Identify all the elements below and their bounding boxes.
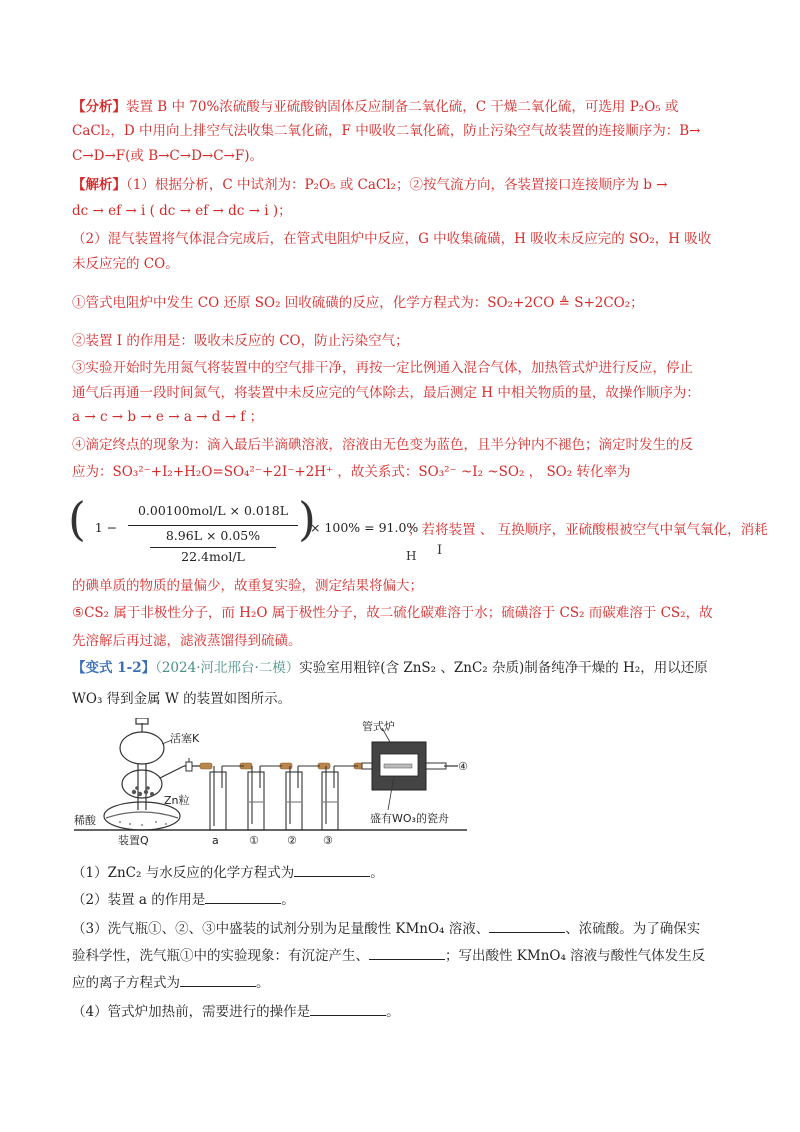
q2-answer-blank[interactable] bbox=[205, 889, 281, 904]
zinc-granules bbox=[132, 786, 154, 796]
solution-line-6: ②装置 I 的作用是：吸收未反应的 CO，防止污染空气； bbox=[72, 333, 409, 349]
marker-i: I bbox=[437, 543, 443, 558]
question-3-line-1 bbox=[72, 918, 700, 940]
label-bottle-2: ② bbox=[287, 834, 297, 847]
question-3-line-3 bbox=[72, 972, 270, 994]
wash-bottle-a bbox=[210, 766, 244, 830]
acid-dots bbox=[119, 821, 167, 826]
q3-phenomenon-blank[interactable] bbox=[369, 945, 445, 960]
solution-tag: 【解析】 bbox=[72, 177, 126, 193]
fraction-main-bar bbox=[128, 525, 298, 526]
q3-line1-prefix: （3）洗气瓶①、②、③中盛装的试剂分别为足量酸性 KMnO₄ 溶液、 bbox=[72, 921, 490, 937]
q4-answer-blank[interactable] bbox=[310, 1001, 386, 1016]
solution-line-11: 应为：SO₃²⁻+I₂+H₂O=SO₄²⁻+2I⁻+2H⁺ ，故关系式：SO₃²⁻ ~I₂ ~SO₂ ， SO₂ 转化率为 bbox=[72, 464, 631, 480]
fraction-inner-bar bbox=[150, 547, 276, 548]
kipp-top-bulb bbox=[120, 732, 164, 764]
porcelain-boat bbox=[384, 764, 412, 768]
q3-reagent-blank[interactable] bbox=[489, 918, 565, 933]
variant-text-1: 实验室用粗锌(含 ZnS₂ 、ZnC₂ 杂质)制备纯净干燥的 H₂，用以还原 bbox=[299, 660, 708, 676]
question-4 bbox=[72, 1001, 400, 1023]
analysis-line-3: C→D→F(或 B→C→D→C→F)。 bbox=[72, 148, 263, 164]
fraction-inner-numerator: 8.96L × 0.05% bbox=[165, 528, 261, 543]
solution-line-5: ①管式电阻炉中发生 CO 还原 SO₂ 回收硫磺的反应，化学方程式为：SO₂+2CO ≜ S+2CO₂； bbox=[72, 295, 644, 311]
marker-h: H bbox=[406, 549, 417, 563]
solution-line-2: dc → ef → i ( dc → ef → dc → i )； bbox=[72, 203, 292, 219]
q2-suffix: 。 bbox=[281, 892, 295, 908]
label-zn-granule: Zn粒 bbox=[164, 794, 190, 807]
label-tube-furnace: 管式炉 bbox=[362, 720, 395, 733]
q1-answer-blank[interactable] bbox=[294, 862, 370, 877]
analysis-text-1: 装置 B 中 70%浓硫酸与亚硫酸钠固体反应制备二氧化硫，C 干燥二氧化硫，可选用 P₂O₅ 或 bbox=[126, 99, 679, 115]
q2-prefix: （2）装置 a 的作用是 bbox=[72, 892, 206, 908]
right-paren: ) bbox=[298, 492, 316, 546]
solution-text-1: （1）根据分析，C 中试剂为：P₂O₅ 或 CaCl₂；②按气流方向，各装置接口连接顺序为 b → bbox=[126, 177, 668, 193]
label-acid: 稀酸 bbox=[74, 814, 96, 827]
q4-suffix: 。 bbox=[386, 1004, 400, 1020]
fraction-numerator: 0.00100mol/L × 0.018L bbox=[137, 503, 289, 518]
q3-line3-suffix: 。 bbox=[256, 975, 270, 991]
label-bottle-a: a bbox=[212, 834, 219, 847]
q3-line2-suffix: ；写出酸性 KMnO₄ 溶液与酸性气体发生反 bbox=[445, 948, 706, 964]
variant-line-2: WO₃ 得到金属 W 的装置如图所示。 bbox=[72, 691, 292, 707]
solution-line-13: ⑤CS₂ 属于非极性分子，而 H₂O 属于极性分子，故二硫化碳难溶于水；硫磺溶于 CS₂ 而碳难溶于 CS₂，故 bbox=[72, 605, 713, 621]
label-device-q: 装置Q bbox=[118, 834, 149, 847]
question-1 bbox=[72, 862, 384, 884]
wash-bottle-3 bbox=[322, 766, 358, 830]
kipp-outlet-tube bbox=[160, 766, 184, 778]
label-stopcock: 活塞K bbox=[170, 732, 200, 745]
q3-line3-prefix: 应的离子方程式为 bbox=[72, 975, 180, 991]
solution-line-14: 先溶解后再过滤，滤液蒸馏得到硫磺。 bbox=[72, 633, 302, 649]
question-2 bbox=[72, 889, 295, 911]
label-bottle-3: ③ bbox=[323, 834, 333, 847]
q3-line2-prefix: 验科学性，洗气瓶①中的实验现象：有沉淀产生、 bbox=[72, 948, 369, 964]
variant-line-1 bbox=[72, 657, 708, 679]
analysis-tag: 【分析】 bbox=[72, 99, 126, 115]
question-3-line-2 bbox=[72, 945, 705, 967]
solution-line-1 bbox=[72, 174, 668, 196]
label-bottle-1: ① bbox=[249, 834, 259, 847]
stopcock-k bbox=[186, 758, 192, 771]
fraction-tail: × 100% = 91.0% bbox=[310, 520, 419, 535]
solution-line-7: ③实验开始时先用氮气将装置中的空气排干净，再按一定比例通入混合气体，加热管式炉进行反应，停止 bbox=[72, 360, 693, 376]
q3-equation-blank[interactable] bbox=[180, 972, 256, 987]
q1-suffix: 。 bbox=[370, 865, 384, 881]
variant-source: （2024·河北邢台·二模） bbox=[155, 660, 300, 676]
q3-line1-suffix: 、浓硫酸。为了确保实 bbox=[565, 921, 701, 937]
fraction-note: ；若将装置 、 互换顺序，亚硫酸根被空气中氧气氧化，消耗 bbox=[408, 522, 768, 538]
variant-tag: 【变式 1-2】 bbox=[72, 660, 156, 676]
solution-line-10: ④滴定终点的现象为：滴入最后半滴碘溶液，溶液由无色变为蓝色，且半分钟内不褪色；滴定时发生的反 bbox=[72, 437, 693, 453]
tube-furnace bbox=[362, 742, 458, 790]
solution-line-8: 通气后再通一段时间氮气，将装置中未反应完的气体除去，最后测定 H 中相关物质的量，故操作顺序为： bbox=[72, 385, 700, 401]
apparatus-figure bbox=[72, 718, 472, 852]
solution-line-3: （2）混气装置将气体混合完成后，在管式电阻炉中反应，G 中收集硫磺，H 吸收未反应完的 SO₂，H 吸收 bbox=[72, 231, 712, 247]
label-outlet-4: ④ bbox=[458, 760, 468, 773]
solution-line-12: 的碘单质的物质的量偏少，故重复实验，测定结果将偏大； bbox=[72, 578, 423, 594]
solution-line-4: 未反应完的 CO。 bbox=[72, 256, 179, 272]
fraction-inner-denominator: 22.4mol/L bbox=[181, 549, 245, 564]
analysis-line-1 bbox=[72, 96, 678, 118]
kipp-liquid-surface bbox=[106, 812, 178, 818]
wash-bottle-2 bbox=[286, 766, 320, 830]
solution-line-9: a → c → b → e → a → d → f ； bbox=[72, 409, 264, 425]
fraction-one-minus: 1 − bbox=[94, 520, 118, 535]
q4-prefix: （4）管式炉加热前，需要进行的操作是 bbox=[72, 1004, 311, 1020]
q1-prefix: （1）ZnC₂ 与水反应的化学方程式为 bbox=[72, 865, 295, 881]
left-paren: ( bbox=[68, 492, 86, 546]
analysis-line-2: CaCl₂，D 中用向上排空气法收集二氧化硫，F 中吸收二氧化硫，防止污染空气故装置的连接顺序为：B→ bbox=[72, 123, 701, 139]
wash-bottle-1 bbox=[248, 766, 282, 830]
label-boat: 盛有WO₃的瓷舟 bbox=[370, 812, 449, 825]
